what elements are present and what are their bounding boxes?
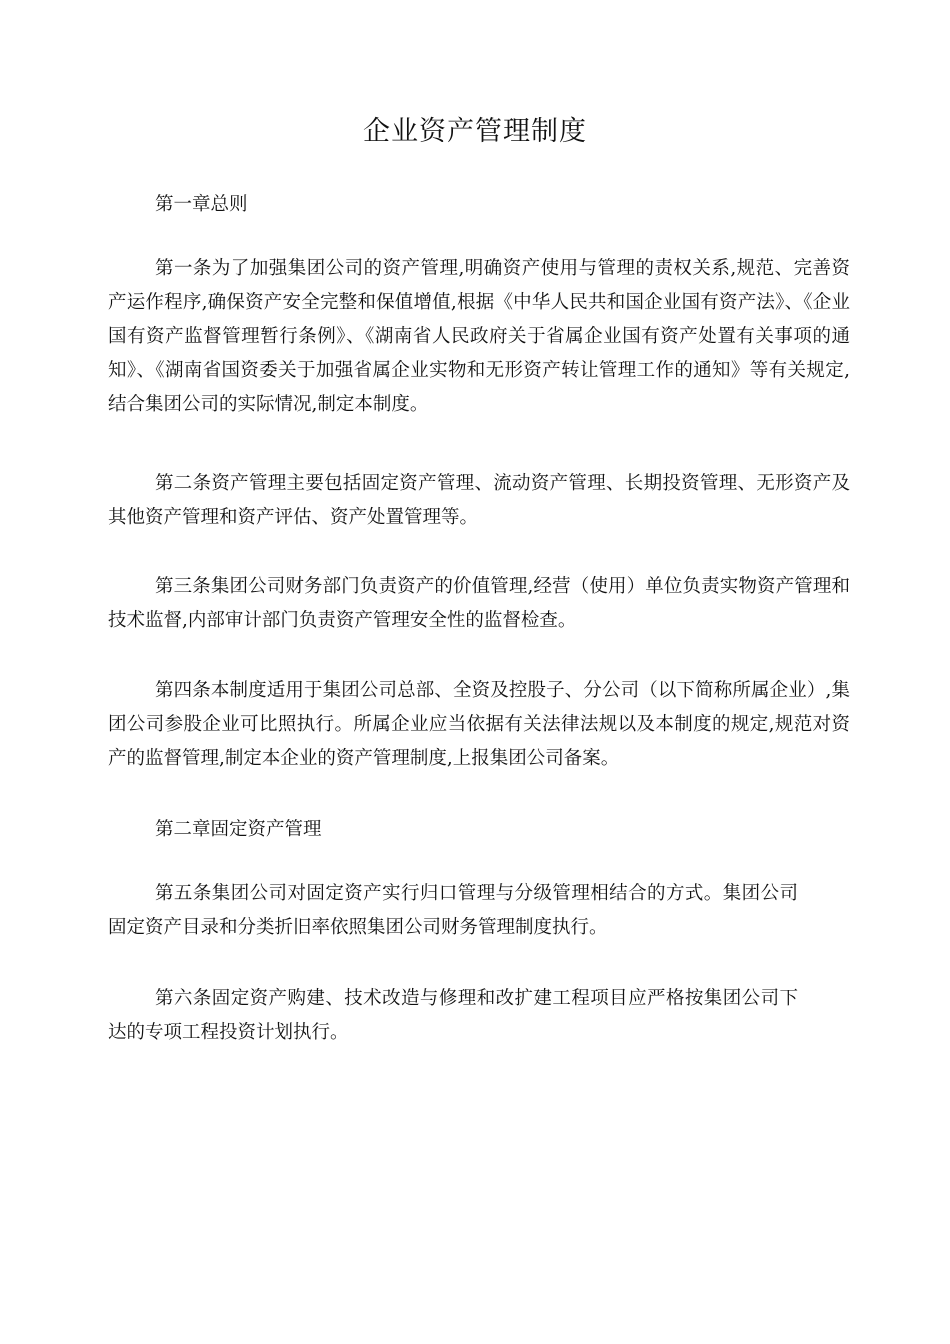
article-paragraph: 第六条固定资产购建、技术改造与修理和改扩建工程项目应严格按集团公司下达的专项工程投资计划执行。: [108, 988, 798, 1043]
article-paragraph: 第一条为了加强集团公司的资产管理,明确资产使用与管理的责权关系,规范、完善资产运作程序,确保资产安全完整和保值增值,根据《中华人民共和国企业国有资产法》、《企业国有资产监督管理暂行条例》、《湖南省人民政府关于省属企业国有资产处置有关事项的通知》、《湖南省国资委关于加强省属企业实物和无形资产转让管理工作的通知》等有关规定,结合集团公司的实际情况,制定本制度。: [108, 258, 850, 415]
article-paragraph: 第五条集团公司对固定资产实行归口管理与分级管理相结合的方式。集团公司固定资产目录和分类折旧率依照集团公司财务管理制度执行。: [108, 883, 798, 938]
chapter-heading: 第二章固定资产管理: [155, 819, 322, 840]
article-paragraph: 第四条本制度适用于集团公司总部、全资及控股子、分公司（以下简称所属企业）,集团公司参股企业可比照执行。所属企业应当依据有关法律法规以及本制度的规定,规范对资产的监督管理,制定本企业的资产管理制度,上报集团公司备案。: [108, 680, 850, 769]
chapter-heading: 第一章总则: [155, 194, 248, 215]
article-paragraph: 第二条资产管理主要包括固定资产管理、流动资产管理、长期投资管理、无形资产及其他资产管理和资产评估、资产处置管理等。: [108, 473, 850, 528]
article-paragraph: 第三条集团公司财务部门负责资产的价值管理,经营（使用）单位负责实物资产管理和技术监督,内部审计部门负责资产管理安全性的监督检查。: [108, 576, 850, 631]
document-title: 企业资产管理制度: [363, 116, 587, 147]
